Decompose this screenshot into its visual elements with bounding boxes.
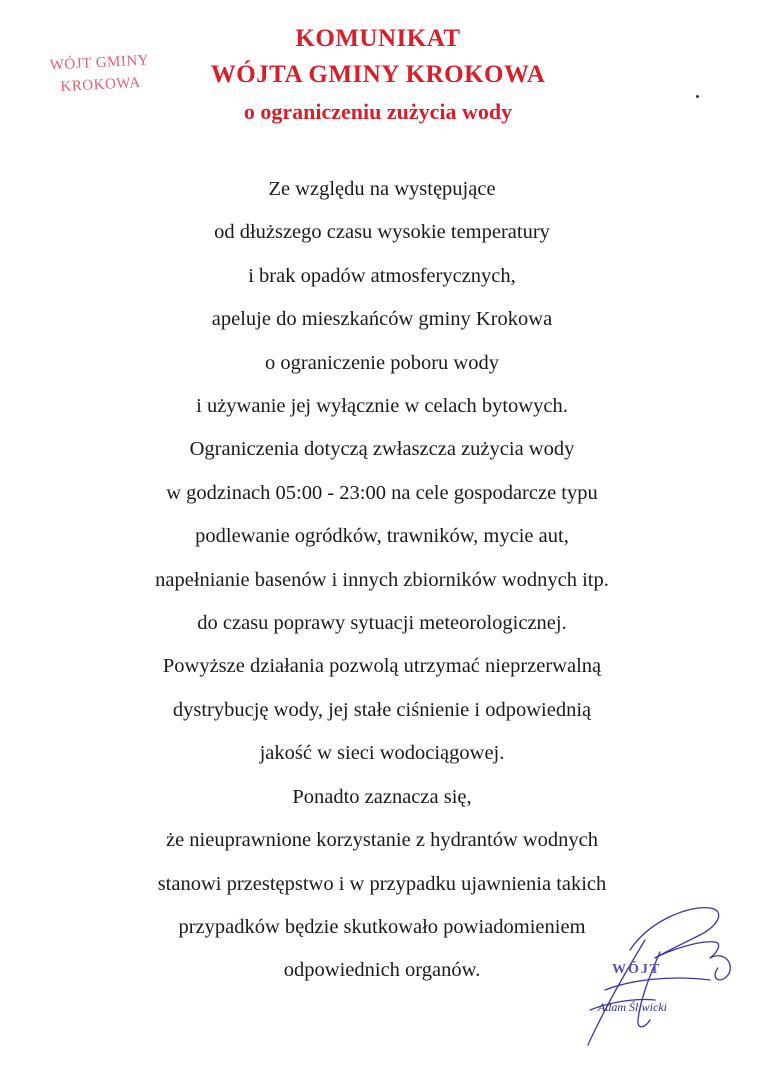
body-line: i używanie jej wyłącznie w celach bytowych. bbox=[196, 395, 568, 418]
body-line: od dłuższego czasu wysokie temperatury bbox=[214, 221, 550, 244]
body-line: Ograniczenia dotyczą zwłaszcza zużycia wody bbox=[189, 438, 575, 461]
announcement-header bbox=[180, 22, 576, 130]
signature-title: WÓJT bbox=[612, 962, 662, 977]
body-line: w godzinach 05:00 - 23:00 na cele gospodarcze typu bbox=[166, 481, 598, 504]
body-line: podlewanie ogródków, trawników, mycie aut, bbox=[195, 525, 569, 548]
body-line: napełnianie basenów i innych zbiorników wodnych itp. bbox=[155, 568, 609, 591]
stamp-line-2: KROKOWA bbox=[60, 74, 142, 96]
body-line: i brak opadów atmosferycznych, bbox=[248, 264, 516, 287]
body-line: apeluje do mieszkańców gminy Krokowa bbox=[211, 308, 553, 331]
office-stamp bbox=[29, 48, 171, 99]
body-line: dystrybucję wody, jej stałe ciśnienie i odpowiednią bbox=[172, 698, 592, 721]
body-line: stanowi przestępstwo i w przypadku ujawnienia takich bbox=[157, 872, 607, 895]
body-line: Ponadto zaznacza się, bbox=[292, 785, 472, 808]
page-title: KOMUNIKAT bbox=[295, 25, 461, 52]
body-line: o ograniczenie poboru wody bbox=[265, 351, 499, 374]
stamp-line-1: WÓJT GMINY bbox=[49, 52, 150, 74]
body-line: Powyższe działania pozwolą utrzymać nieprzerwalną bbox=[162, 655, 602, 678]
announcement-topic: o ograniczeniu zużycia wody bbox=[243, 99, 513, 124]
announcement-body bbox=[40, 168, 724, 993]
signature-name: Adam Śliwicki bbox=[598, 1000, 667, 1014]
body-line: jakość w sieci wodociągowej. bbox=[259, 742, 505, 765]
body-line: do czasu poprawy sytuacji meteorologicznej. bbox=[197, 612, 567, 635]
body-line: Ze względu na występujące bbox=[268, 178, 496, 200]
body-line: że nieuprawnione korzystanie z hydrantów wodnych bbox=[165, 829, 599, 852]
body-line: odpowiednich organów. bbox=[283, 959, 481, 982]
page-subtitle: WÓJTA GMINY KROKOWA bbox=[210, 61, 546, 88]
body-line: przypadków będzie skutkowało powiadomieniem bbox=[178, 915, 586, 938]
speck-mark bbox=[696, 95, 699, 98]
